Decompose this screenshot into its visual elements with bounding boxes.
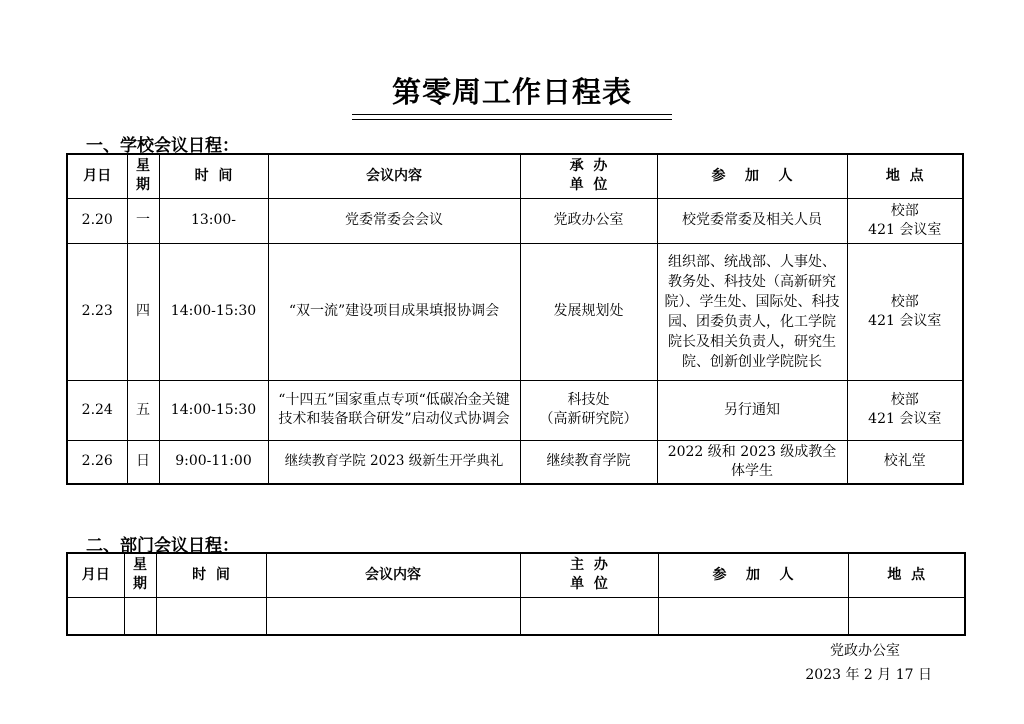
cell-unit: 继续教育学院: [520, 440, 657, 484]
table-row: [67, 198, 963, 243]
cell-unit: [520, 380, 657, 440]
school-meetings-table: [66, 153, 964, 485]
cell-date: 2.20: [67, 198, 127, 243]
cell-time: 9:00-11:00: [159, 440, 268, 484]
cell-participants: 另行通知: [657, 380, 847, 440]
cell-location-line2: 421 会议室: [868, 411, 942, 427]
cell-location: [847, 243, 963, 380]
cell-weekday: [124, 597, 156, 635]
cell-weekday: 四: [127, 243, 159, 380]
col-header-weekday-line1: 星: [133, 557, 147, 574]
cell-location: [847, 198, 963, 243]
cell-weekday: 一: [127, 198, 159, 243]
col-header-weekday-line1: 星: [136, 158, 150, 175]
cell-time: 14:00-15:30: [159, 243, 268, 380]
cell-location-line2: 421 会议室: [868, 221, 942, 238]
cell-participants: 校党委常委及相关人员: [657, 198, 847, 243]
col-header-weekday: [124, 553, 156, 597]
col-header-content: 会议内容: [266, 553, 520, 597]
table-header-row: [67, 553, 965, 597]
footer-date: 2023 年 2 月 17 日: [805, 667, 932, 683]
cell-participants: 2022 级和 2023 级成教全体学生: [657, 440, 847, 484]
table-row: [67, 380, 963, 440]
school-meetings-heading: 一、学校会议日程：: [86, 136, 239, 156]
table-row: [67, 440, 963, 484]
cell-content: “双一流”建设项目成果填报协调会: [268, 243, 520, 380]
col-header-location: 地 点: [848, 553, 965, 597]
table-header-row: [67, 154, 963, 198]
cell-location-line2: 421 会议室: [868, 312, 942, 329]
col-header-date: 月日: [67, 154, 127, 198]
col-header-unit-line2: 单 位: [570, 576, 608, 593]
cell-location-line1: 校部: [890, 202, 919, 219]
title-double-rule: [352, 114, 672, 120]
col-header-weekday: [127, 154, 159, 198]
col-header-unit-line1: 承 办: [569, 158, 608, 175]
col-header-location: 地 点: [847, 154, 963, 198]
cell-weekday: 日: [127, 440, 159, 484]
cell-location-line1: 校部: [890, 392, 919, 408]
cell-time: 14:00-15:30: [159, 380, 268, 440]
cell-unit-line2: （高新研究院）: [539, 411, 638, 427]
col-header-unit: [520, 154, 657, 198]
cell-participants: 组织部、统战部、人事处、教务处、科技处（高新研究院）、学生处、国际处、科技园、团委负责人，化工学院院长及相关负责人，研究生院、创新创业学院院长: [657, 243, 847, 380]
document-title: 第零周工作日程表: [391, 75, 632, 109]
col-header-participants: 参 加 人: [657, 154, 847, 198]
col-header-time: 时 间: [156, 553, 266, 597]
col-header-weekday-line2: 期: [133, 576, 147, 593]
cell-content: [266, 597, 520, 635]
col-header-content: 会议内容: [268, 154, 520, 198]
col-header-participants: 参 加 人: [658, 553, 848, 597]
cell-unit: 党政办公室: [520, 198, 657, 243]
table-row-empty: [67, 597, 965, 635]
cell-weekday: 五: [127, 380, 159, 440]
cell-time: [156, 597, 266, 635]
table-row: [67, 243, 963, 380]
cell-location: [847, 380, 963, 440]
cell-unit: 发展规划处: [520, 243, 657, 380]
cell-unit-line1: 科技处: [567, 392, 610, 408]
col-header-weekday-line2: 期: [136, 177, 150, 194]
department-meetings-table: [66, 552, 966, 636]
footer-issuer: 党政办公室: [830, 643, 900, 659]
col-header-date: 月日: [67, 553, 124, 597]
col-header-unit-line1: 主 办: [570, 557, 608, 574]
cell-date: 2.24: [67, 380, 127, 440]
col-header-time: 时 间: [159, 154, 268, 198]
cell-location: [848, 597, 965, 635]
cell-date: [67, 597, 124, 635]
department-meetings-heading: 二、部门会议日程：: [86, 536, 239, 556]
col-header-unit: [520, 553, 658, 597]
cell-time: 13:00-: [159, 198, 268, 243]
cell-date: 2.26: [67, 440, 127, 484]
cell-content: 继续教育学院 2023 级新生开学典礼: [268, 440, 520, 484]
cell-location: 校礼堂: [847, 440, 963, 484]
col-header-unit-line2: 单 位: [569, 177, 608, 194]
cell-content: 党委常委会会议: [268, 198, 520, 243]
cell-participants: [658, 597, 848, 635]
cell-unit: [520, 597, 658, 635]
cell-content: “十四五”国家重点专项“低碳冶金关键技术和装备联合研发”启动仪式协调会: [268, 380, 520, 440]
cell-date: 2.23: [67, 243, 127, 380]
cell-location-line1: 校部: [890, 293, 919, 310]
